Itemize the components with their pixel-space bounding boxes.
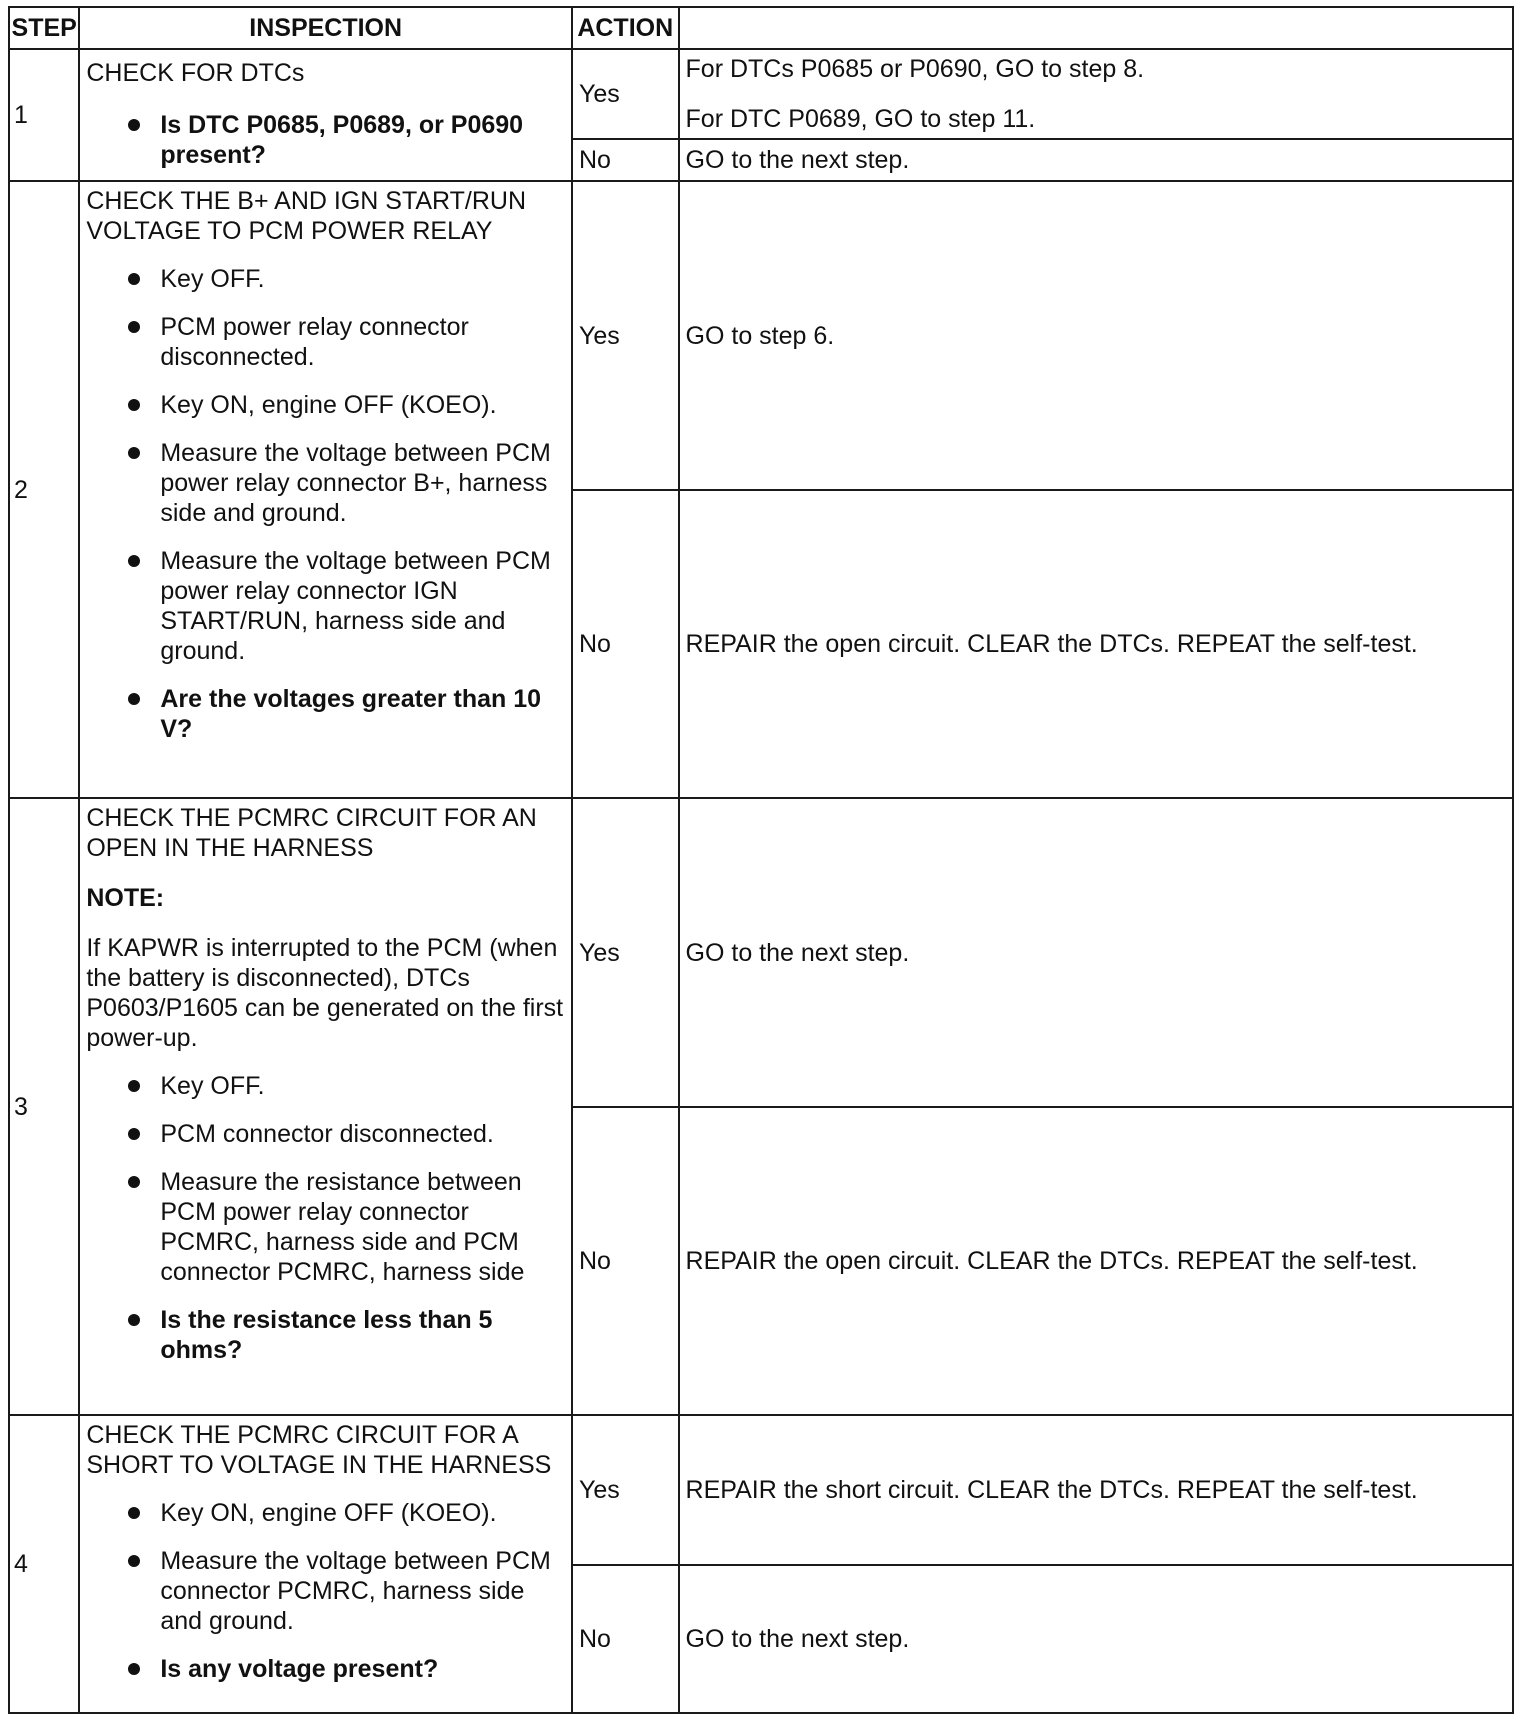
- bullet-text: PCM power relay connector disconnected.: [160, 313, 469, 371]
- bullet-text: Key ON, engine OFF (KOEO).: [160, 1499, 497, 1527]
- bullet-text: Key OFF.: [160, 1072, 265, 1100]
- step-heading: CHECK THE PCMRC CIRCUIT FOR A SHORT TO VOLTAGE IN THE HARNESS: [86, 1421, 552, 1479]
- result-no: GO to the next step.: [679, 1565, 1513, 1713]
- step-heading: CHECK THE B+ AND IGN START/RUN VOLTAGE TO PCM POWER RELAY: [86, 187, 527, 245]
- bullet-icon: [128, 1314, 140, 1326]
- result-no: REPAIR the open circuit. CLEAR the DTCs. REPEAT the self-test.: [679, 1107, 1513, 1415]
- step-number: 1: [9, 49, 79, 181]
- bullet-text: Is the resistance less than 5 ohms?: [160, 1306, 493, 1364]
- result-line: For DTCs P0685 or P0690, GO to step 8.: [685, 55, 1145, 83]
- result-yes: REPAIR the short circuit. CLEAR the DTCs. REPEAT the self-test.: [679, 1415, 1513, 1565]
- note-label: NOTE:: [86, 884, 165, 912]
- step-number: 4: [9, 1415, 79, 1713]
- action-yes: Yes: [572, 798, 679, 1107]
- action-no: No: [572, 139, 679, 181]
- bullet-icon: [128, 447, 140, 459]
- bullet-text: Key OFF.: [160, 265, 265, 293]
- bullet-icon: [128, 119, 140, 131]
- bullet-icon: [128, 1128, 140, 1140]
- bullet-item: [86, 1546, 565, 1636]
- bullet-icon: [128, 1663, 140, 1675]
- bullet-icon: [128, 1176, 140, 1188]
- bullet-item: [86, 1167, 565, 1287]
- action-yes: Yes: [572, 181, 679, 490]
- action-yes: Yes: [572, 1415, 679, 1565]
- bullet-item: [86, 1654, 565, 1684]
- header-row: [9, 7, 1513, 49]
- step-3-inspection: [79, 798, 572, 1415]
- bullet-icon: [128, 273, 140, 285]
- bullet-item: [86, 390, 565, 420]
- step-heading: CHECK THE PCMRC CIRCUIT FOR AN OPEN IN THE HARNESS: [86, 804, 537, 862]
- bullet-icon: [128, 693, 140, 705]
- bullet-text: Measure the resistance between PCM power relay connector PCMRC, harness side and PCM connector PCMRC, harness side: [160, 1168, 525, 1286]
- header-inspection: INSPECTION: [79, 7, 572, 49]
- bullet-icon: [128, 321, 140, 333]
- bullet-item: [86, 1305, 565, 1365]
- bullet-item: [86, 546, 565, 666]
- step-1-yes-row: [9, 49, 1513, 139]
- action-no: No: [572, 1565, 679, 1713]
- step-1-inspection: [79, 49, 572, 181]
- bullet-item: [86, 1119, 565, 1149]
- bullet-text: Measure the voltage between PCM power relay connector B+, harness side and ground.: [160, 439, 551, 527]
- bullet-text: Are the voltages greater than 10 V?: [160, 685, 542, 743]
- result-yes: [679, 49, 1513, 139]
- step-3-yes-row: [9, 798, 1513, 1107]
- step-number: 3: [9, 798, 79, 1415]
- header-action: ACTION: [572, 7, 679, 49]
- step-2-inspection: [79, 181, 572, 798]
- action-no: No: [572, 490, 679, 798]
- result-line: For DTC P0689, GO to step 11.: [685, 105, 1036, 133]
- bullet-item: [86, 312, 565, 372]
- bullet-icon: [128, 1555, 140, 1567]
- bullet-icon: [128, 1507, 140, 1519]
- step-heading: CHECK FOR DTCs: [86, 59, 305, 87]
- note-text: If KAPWR is interrupted to the PCM (when the battery is disconnected), DTCs P0603/P1605 can be generated on the first power-up.: [86, 934, 564, 1052]
- bullet-item: [86, 438, 565, 528]
- bullet-text: Measure the voltage between PCM connector PCMRC, harness side and ground.: [160, 1547, 551, 1635]
- bullet-item: [86, 264, 565, 294]
- bullet-icon: [128, 399, 140, 411]
- bullet-text: PCM connector disconnected.: [160, 1120, 494, 1148]
- step-number: 2: [9, 181, 79, 798]
- result-no: GO to the next step.: [679, 139, 1513, 181]
- result-no: REPAIR the open circuit. CLEAR the DTCs. REPEAT the self-test.: [679, 490, 1513, 798]
- result-yes: GO to step 6.: [679, 181, 1513, 490]
- bullet-item: [86, 684, 565, 744]
- header-result: [679, 7, 1513, 49]
- bullet-icon: [128, 555, 140, 567]
- bullet-text: Measure the voltage between PCM power relay connector IGN START/RUN, harness side and ground.: [160, 547, 551, 665]
- diagnostic-table: [8, 6, 1514, 1714]
- bullet-item: [86, 110, 565, 170]
- step-4-inspection: [79, 1415, 572, 1713]
- header-step: STEP: [9, 7, 79, 49]
- bullet-text: Is any voltage present?: [160, 1655, 439, 1683]
- action-yes: Yes: [572, 49, 679, 139]
- result-yes: GO to the next step.: [679, 798, 1513, 1107]
- action-no: No: [572, 1107, 679, 1415]
- step-2-yes-row: [9, 181, 1513, 490]
- bullet-icon: [128, 1080, 140, 1092]
- bullet-text: Is DTC P0685, P0689, or P0690 present?: [160, 111, 524, 169]
- bullet-item: [86, 1498, 565, 1528]
- bullet-item: [86, 1071, 565, 1101]
- bullet-text: Key ON, engine OFF (KOEO).: [160, 391, 497, 419]
- step-4-yes-row: [9, 1415, 1513, 1565]
